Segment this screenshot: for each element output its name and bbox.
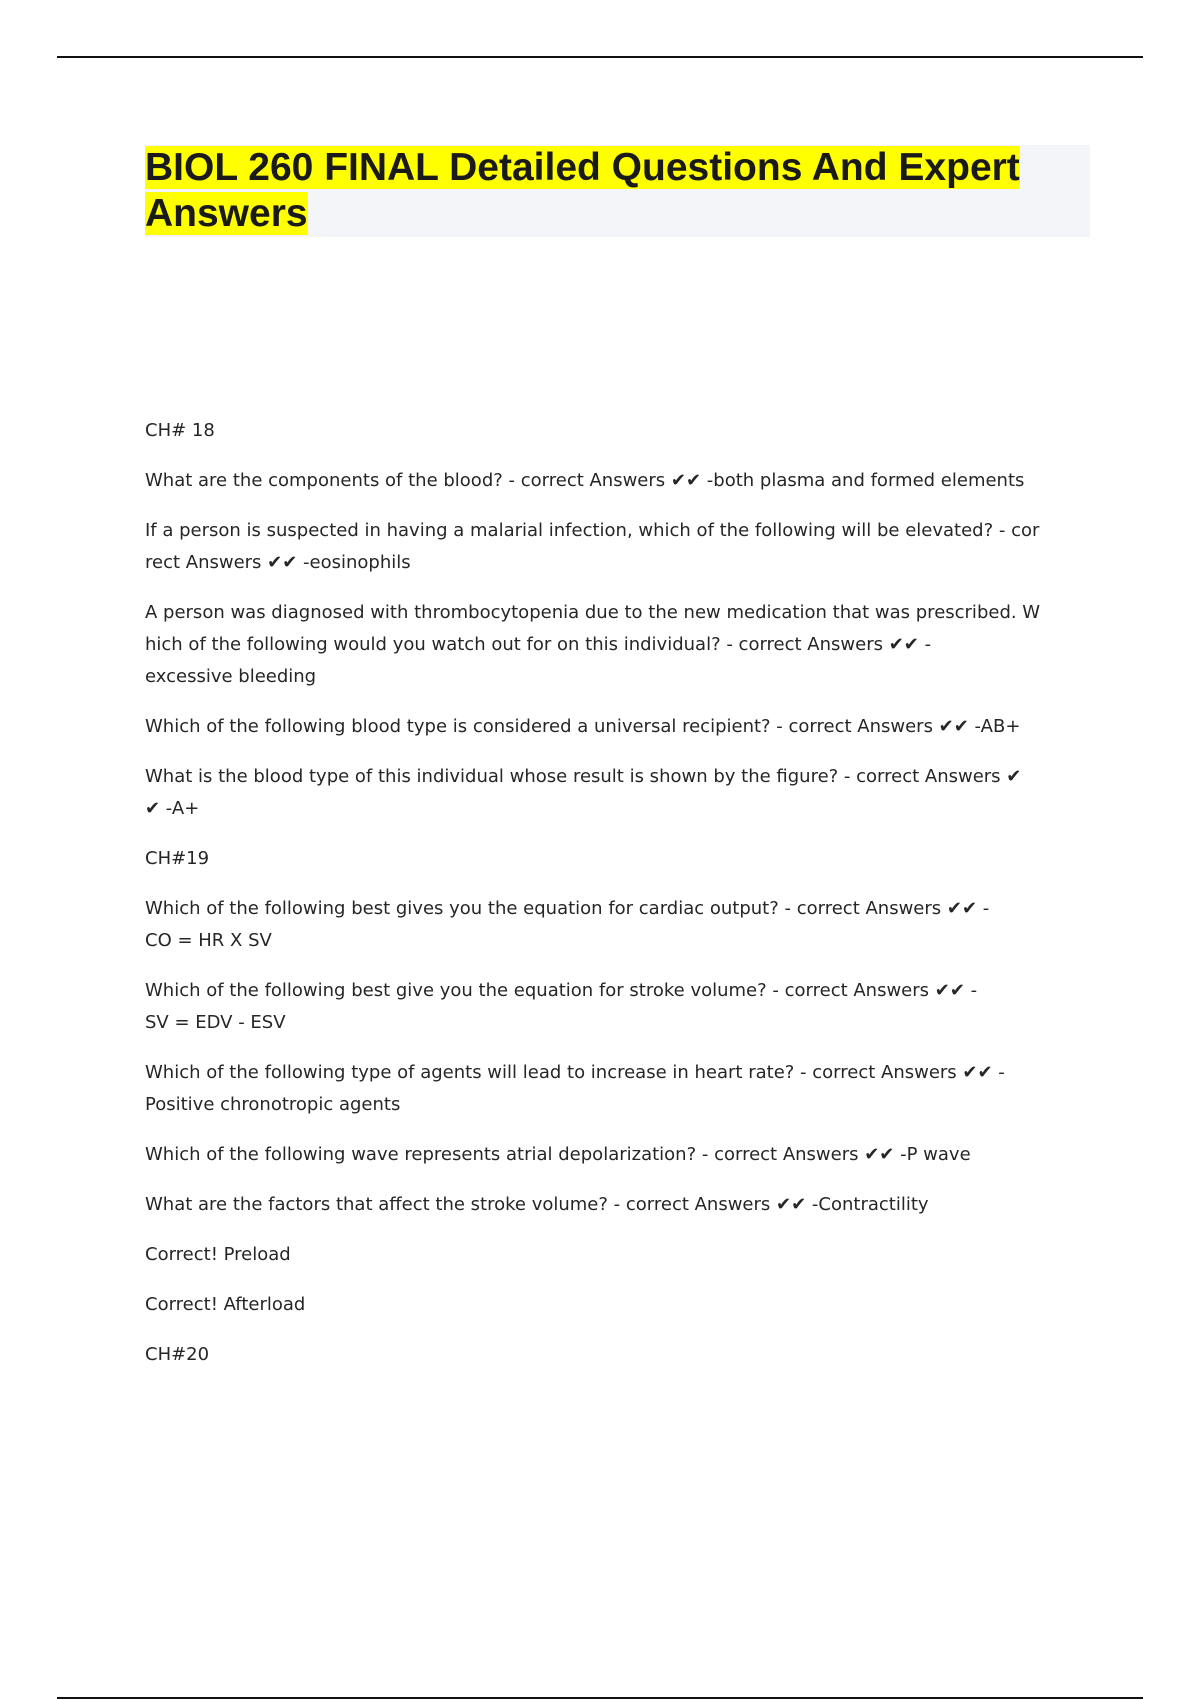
section-line: CH#20 [145,1344,210,1365]
qa-line: Which of the following wave represents atrial depolarization? - correct Answers ✔✔ -P wave [145,1144,971,1165]
qa-line: If a person is suspected in having a malarial infection, which of the following will be elevated? - cor [145,520,1040,541]
question-answer-item [145,597,1090,693]
qa-line: ✔ -A+ [145,798,200,819]
qa-line: What is the blood type of this individual whose result is shown by the figure? - correct Answers ✔ [145,766,1022,787]
top-rule [57,56,1143,58]
question-answer-item [145,465,1090,497]
section-line: CH#19 [145,848,210,869]
section-line: Correct! Preload [145,1244,291,1265]
question-answer-item [145,893,1090,957]
document-title-highlight: BIOL 260 FINAL Detailed Questions And Expert Answers [145,146,1020,235]
question-answer-item [145,1139,1090,1171]
section-line: Correct! Afterload [145,1294,306,1315]
title-block [145,145,1090,237]
qa-line: SV = EDV - ESV [145,1012,286,1033]
section-line: CH# 18 [145,420,215,441]
qa-line: excessive bleeding [145,666,317,687]
document-title [145,145,1090,237]
qa-line: Which of the following type of agents will lead to increase in heart rate? - correct Answers ✔✔ - [145,1062,1005,1083]
question-answer-item [145,1189,1090,1221]
question-answer-item [145,761,1090,825]
qa-line: What are the factors that affect the stroke volume? - correct Answers ✔✔ -Contractility [145,1194,929,1215]
question-answer-item [145,975,1090,1039]
qa-line: A person was diagnosed with thrombocytopenia due to the new medication that was prescribed. W [145,602,1041,623]
document-body [145,415,1090,1389]
qa-line: What are the components of the blood? - correct Answers ✔✔ -both plasma and formed elements [145,470,1025,491]
qa-line: Which of the following best give you the equation for stroke volume? - correct Answers ✔✔ - [145,980,978,1001]
question-answer-item [145,1057,1090,1121]
qa-line: CO = HR X SV [145,930,272,951]
bottom-rule [57,1697,1143,1699]
qa-line: Positive chronotropic agents [145,1094,401,1115]
question-answer-item [145,515,1090,579]
qa-line: Which of the following blood type is considered a universal recipient? - correct Answers ✔✔ -AB+ [145,716,1021,737]
qa-line: rect Answers ✔✔ -eosinophils [145,552,411,573]
question-answer-item [145,711,1090,743]
qa-line: Which of the following best gives you the equation for cardiac output? - correct Answers ✔✔ - [145,898,990,919]
qa-line: hich of the following would you watch out for on this individual? - correct Answers ✔✔ - [145,634,932,655]
